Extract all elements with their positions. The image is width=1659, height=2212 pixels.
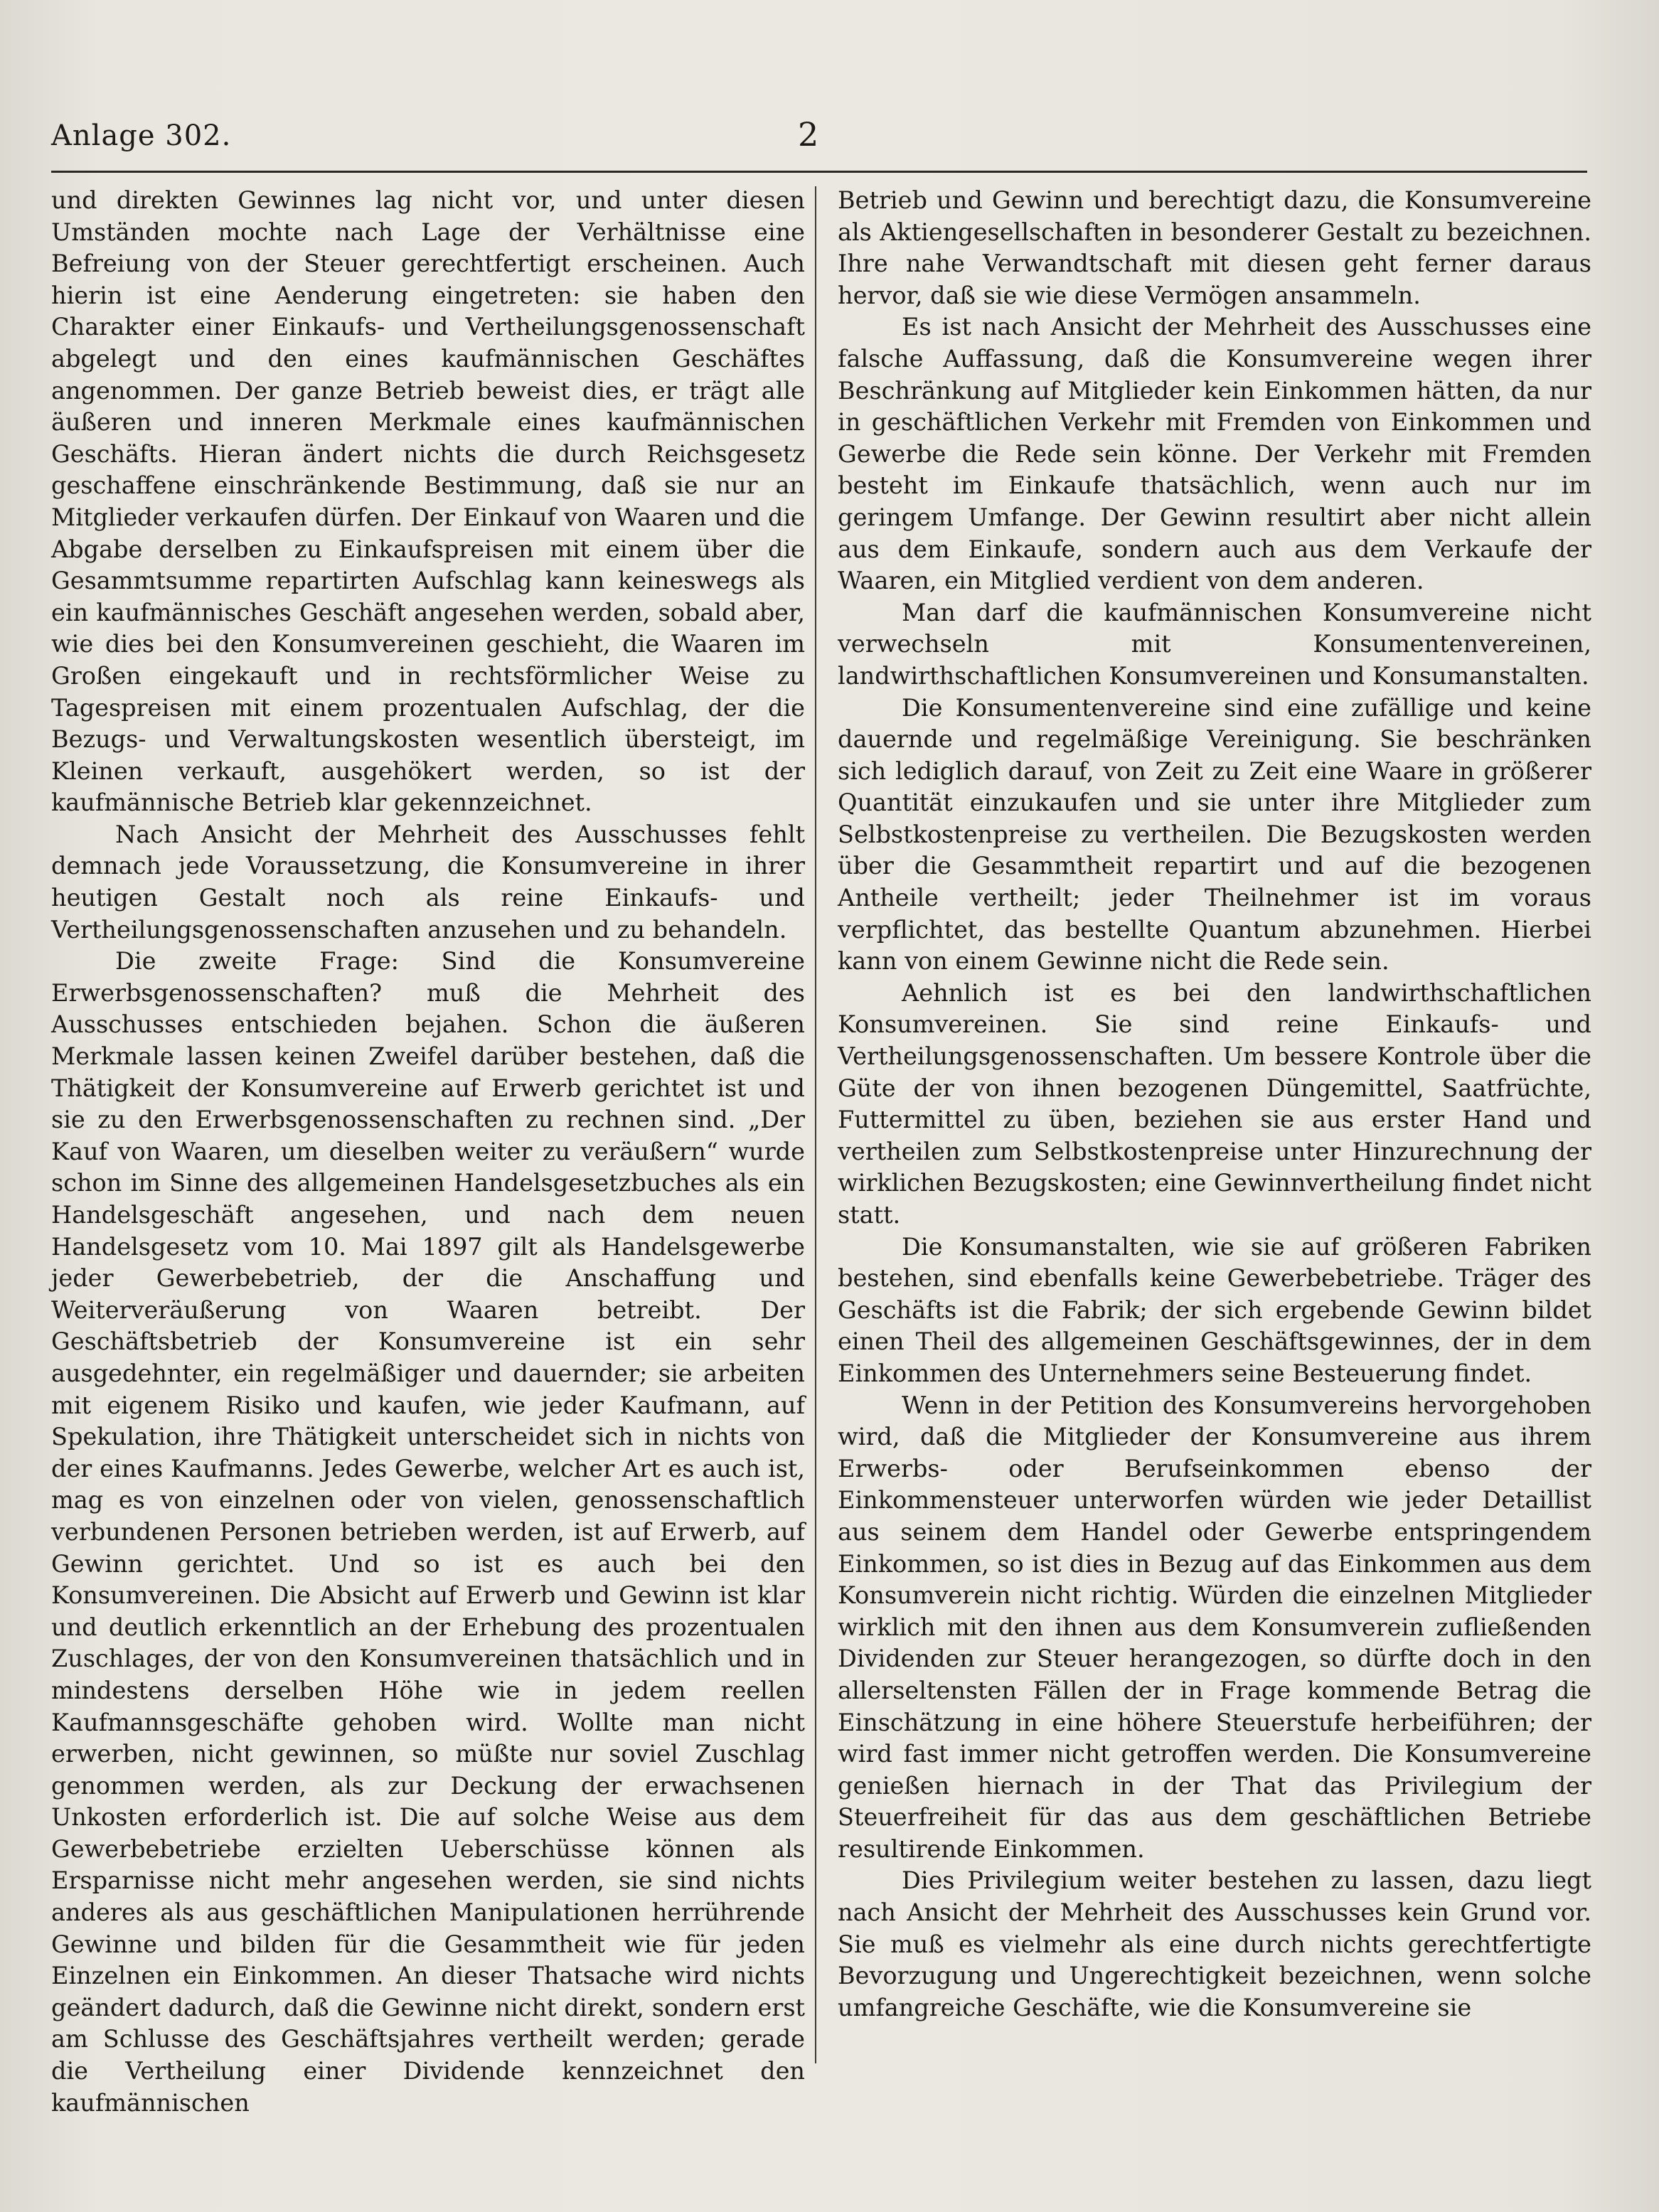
page-header bbox=[51, 115, 1580, 169]
page-number: 2 bbox=[798, 115, 819, 154]
paragraph: Aehnlich ist es bei den landwirthschaftlichen Konsumvereinen. Sie sind reine Einkaufs- und Vertheilungsgenossenschaften. Um bessere Kontrole über die Güte der von ihnen bezogenen Düngemittel, Saatfrüchte, Futtermittel zu üben, beziehen sie aus erster Hand und vertheilen zum Selbstkostenpreise unter Hinzurechnung der wirklichen Bezugskosten; eine Gewinnvertheilung findet nicht statt. bbox=[838, 978, 1591, 1229]
paragraph: Dies Privilegium weiter bestehen zu lassen, dazu liegt nach Ansicht der Mehrheit des Ausschusses kein Grund vor. Sie muß es vielmehr als eine durch nichts gerechtfertigte Bevorzugung und Ungerechtigkeit bezeichnen, wenn solche umfangreiche Geschäfte, wie die Konsumvereine sie bbox=[838, 1866, 1591, 2021]
header-rule bbox=[51, 171, 1587, 173]
right-column bbox=[838, 185, 1591, 2024]
paragraph: Die Konsumanstalten, wie sie auf größeren Fabriken bestehen, sind ebenfalls keine Gewerbebetriebe. Träger des Geschäfts ist die Fabrik; der sich ergebende Gewinn bildet einen Theil des allgemeinen Geschäftsgewinnes, der in dem Einkommen des Unternehmers seine Besteuerung findet. bbox=[838, 1232, 1591, 1387]
paragraph: Wenn in der Petition des Konsumvereins hervorgehoben wird, daß die Mitglieder der Konsumvereine aus ihrem Erwerbs- oder Berufseinkommen ebenso der Einkommensteuer unterworfen würden wie jeder Detaillist aus seinem dem Handel oder Gewerbe entspringendem Einkommen, so ist dies in Bezug auf das Einkommen aus dem Konsumverein nicht richtig. Würden die einzelnen Mitglieder wirklich mit den ihnen aus dem Konsumverein zufließenden Dividenden zur Steuer herangezogen, so dürfte doch in den allerseltensten Fällen der in Frage kommende Betrag die Einschätzung in eine höhere Steuerstufe herbeiführen; der wird fast immer nicht getroffen werden. Die Konsumvereine genießen hiernach in der That das Privilegium der Steuerfreiheit für das aus dem geschäftlichen Betriebe resultirende Einkommen. bbox=[838, 1391, 1591, 1863]
paragraph: Die Konsumentenvereine sind eine zufällige und keine dauernde und regelmäßige Vereinigung. Sie beschränken sich lediglich darauf, von Zeit zu Zeit eine Waare in größerer Quantität einzukaufen und sie unter ihre Mitglieder zum Selbstkostenpreise zu vertheilen. Die Bezugskosten werden über die Gesammtheit repartirt und auf die bezogenen Antheile vertheilt; jeder Theilnehmer ist im voraus verpflichtet, das bestellte Quantum abzunehmen. Hierbei kann von einem Gewinne nicht die Rede sein. bbox=[838, 693, 1591, 976]
paragraph: Es ist nach Ansicht der Mehrheit des Ausschusses eine falsche Auffassung, daß die Konsumvereine wegen ihrer Beschränkung auf Mitglieder kein Einkommen hätten, da nur in geschäftlichen Verkehr mit Fremden von Einkommen und Gewerbe die Rede sein könne. Der Verkehr mit Fremden besteht im Einkaufe thatsächlich, wenn auch nur im geringem Umfange. Der Gewinn resultirt aber nicht allein aus dem Einkaufe, sondern auch aus dem Verkaufe der Waaren, ein Mitglied verdient von dem anderen. bbox=[838, 313, 1591, 595]
paragraph: und direkten Gewinnes lag nicht vor, und unter diesen Umständen mochte nach Lage der Verhältnisse eine Befreiung von der Steuer gerechtfertigt erscheinen. Auch hierin ist eine Aenderung eingetreten: sie haben den Charakter einer Einkaufs- und Vertheilungsgenossenschaft abgelegt und den eines kaufmännischen Geschäftes angenommen. Der ganze Betrieb beweist dies, er trägt alle äußeren und inneren Merkmale eines kaufmännischen Geschäfts. Hieran ändert nichts die durch Reichsgesetz geschaffene einschränkende Bestimmung, daß sie nur an Mitglieder verkaufen dürfen. Der Einkauf von Waaren und die Abgabe derselben zu Einkaufspreisen mit einem über die Gesammtsumme repartirten Aufschlag kann keineswegs als ein kaufmännisches Geschäft angesehen werden, sobald aber, wie dies bei den Konsumvereinen geschieht, die Waaren im Großen eingekauft und in rechtsförmlicher Weise zu Tagespreisen mit einem prozentualen Aufschlag, der die Bezugs- und Verwaltungskosten wesentlich übersteigt, im Kleinen verkauft, ausgehökert werden, so ist der kaufmännische Betrieb klar gekennzeichnet. bbox=[51, 186, 805, 817]
annex-label: Anlage 302. bbox=[51, 119, 232, 152]
left-column bbox=[51, 185, 805, 2119]
paragraph: Man darf die kaufmännischen Konsumvereine nicht verwechseln mit Konsumentenvereinen, landwirthschaftlichen Konsumvereinen und Konsumanstalten. bbox=[838, 598, 1591, 690]
paragraph: Die zweite Frage: Sind die Konsumvereine Erwerbsgenossenschaften? muß die Mehrheit des Ausschusses entschieden bejahen. Schon die äußeren Merkmale lassen keinen Zweifel darüber bestehen, daß die Thätigkeit der Konsumvereine auf Erwerb gerichtet ist und sie zu den Erwerbsgenossenschaften zu rechnen sind. „Der Kauf von Waaren, um dieselben weiter zu veräußern“ wurde schon im Sinne des allgemeinen Handelsgesetzbuches als ein Handelsgeschäft angesehen, und nach dem neuen Handelsgesetz vom 10. Mai 1897 gilt als Handelsgewerbe jeder Gewerbebetrieb, der die Anschaffung und Weiterveräußerung von Waaren betreibt. Der Geschäftsbetrieb der Konsumvereine ist ein sehr ausgedehnter, ein regelmäßiger und dauernder; sie arbeiten mit eigenem Risiko und kaufen, wie jeder Kaufmann, auf Spekulation, ihre Thätigkeit unterscheidet sich in nichts von der eines Kaufmanns. Jedes Gewerbe, welcher Art es auch ist, mag es von einzelnen oder von vielen, genossenschaftlich verbundenen Personen betrieben werden, ist auf Erwerb, auf Gewinn gerichtet. Und so ist es auch bei den Konsumvereinen. Die Absicht auf Erwerb und Gewinn ist klar und deutlich erkenntlich an der Erhebung des prozentualen Zuschlages, der von den Konsumvereinen thatsächlich und in mindestens derselben Höhe wie in jedem reellen Kaufmannsgeschäfte gehoben wird. Wollte man nicht erwerben, nicht gewinnen, so müßte nur soviel Zuschlag genommen werden, als zur Deckung der erwachsenen Unkosten erforderlich ist. Die auf solche Weise aus dem Gewerbebetriebe erzielten Ueberschüsse können als Ersparnisse nicht mehr angesehen werden, sie sind nichts anderes als aus geschäftlichen Manipulationen herrührende Gewinne und bilden für die Gesammtheit wie für jeden Einzelnen ein Einkommen. An dieser Thatsache wird nichts geändert dadurch, daß die Gewinne nicht direkt, sondern erst am Schlusse des Geschäftsjahres vertheilt werden; gerade die Vertheilung einer Dividende kennzeichnet den kaufmännischen bbox=[51, 947, 805, 2117]
column-divider bbox=[815, 186, 816, 2063]
paragraph: Nach Ansicht der Mehrheit des Ausschusses fehlt demnach jede Voraussetzung, die Konsumvereine in ihrer heutigen Gestalt noch als reine Einkaufs- und Vertheilungsgenossenschaften anzusehen und zu behandeln. bbox=[51, 820, 805, 944]
paragraph: Betrieb und Gewinn und berechtigt dazu, die Konsumvereine als Aktiengesellschaften in besonderer Gestalt zu bezeichnen. Ihre nahe Verwandtschaft mit diesen geht ferner daraus hervor, daß sie wie diese Vermögen ansammeln. bbox=[838, 186, 1591, 309]
